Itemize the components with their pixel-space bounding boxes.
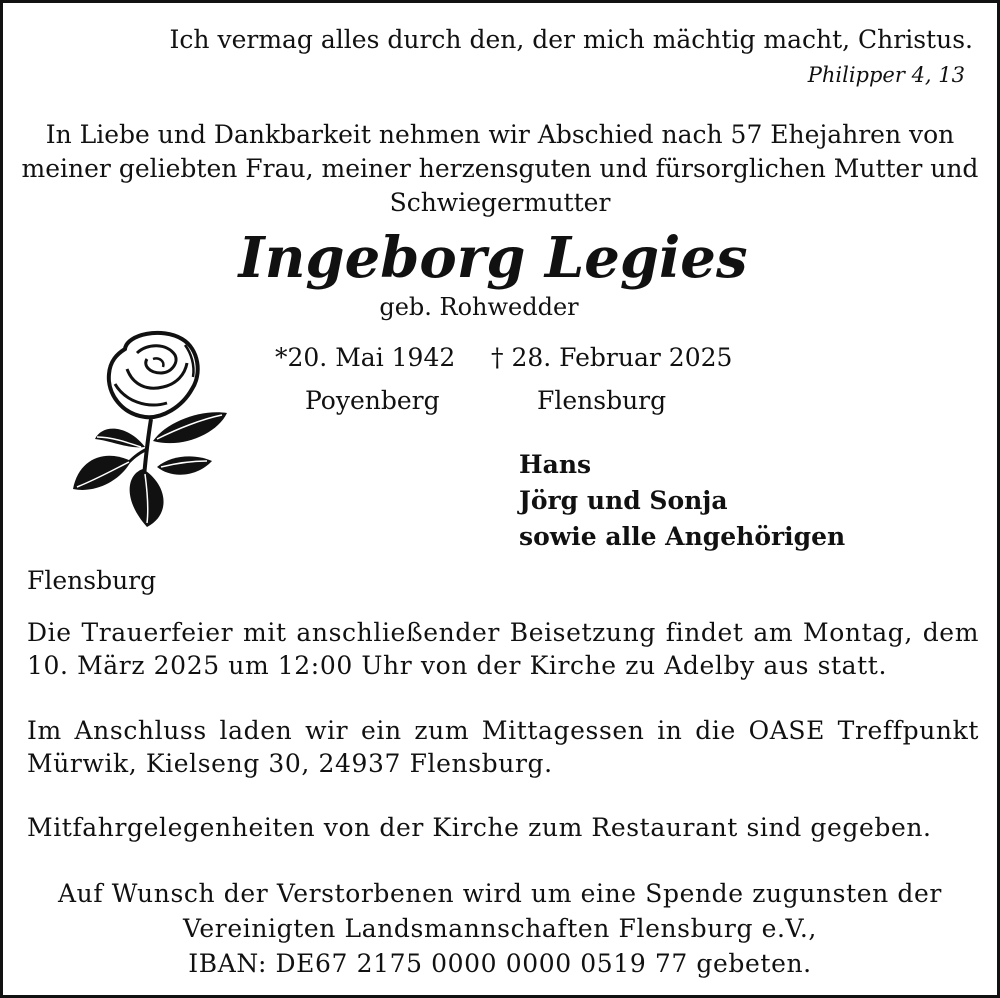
location: Flensburg — [27, 566, 157, 595]
mourner-name: sowie alle Angehörigen — [519, 522, 846, 551]
intro-line: meiner geliebten Frau, meiner herzensguten und fürsorglichen Mutter und — [21, 154, 979, 183]
donation-line: IBAN: DE67 2175 0000 0000 0519 77 gebeten. — [188, 949, 812, 978]
intro-line: Schwiegermutter — [389, 188, 611, 217]
rose-icon — [67, 329, 231, 529]
lunch-invitation-paragraph: Im Anschluss laden wir ein zum Mittagessen in die OASE Treffpunkt Mürwik, Kielseng 30, 24937 Flensburg. — [27, 716, 979, 778]
ride-share-paragraph: Mitfahrgelegenheiten von der Kirche zum Restaurant sind gegeben. — [27, 813, 932, 842]
death-date: † 28. Februar 2025 — [491, 343, 733, 372]
mourners-list — [519, 447, 845, 555]
bible-quote: Ich vermag alles durch den, der mich mächtig macht, Christus. — [169, 25, 973, 54]
donation-line: Auf Wunsch der Verstorbenen wird um eine Spende zugunsten der — [58, 879, 942, 908]
intro-text — [3, 118, 997, 220]
intro-line: In Liebe und Dankbarkeit nehmen wir Abschied nach 57 Ehejahren von — [45, 120, 955, 149]
death-place: Flensburg — [537, 386, 667, 415]
mourner-name: Hans — [519, 450, 592, 479]
funeral-service-paragraph: Die Trauerfeier mit anschließender Beisetzung findet am Montag, dem 10. März 2025 um 12:00 Uhr von der Kirche zu Adelby aus statt. — [27, 618, 979, 680]
birth-place: Poyenberg — [305, 386, 440, 415]
bible-verse-reference: Philipper 4, 13 — [807, 63, 965, 87]
mourner-name: Jörg und Sonja — [519, 486, 728, 515]
birth-date: *20. Mai 1942 — [275, 343, 456, 372]
donation-request — [3, 876, 997, 981]
deceased-name: Ingeborg Legies — [238, 225, 748, 291]
donation-line: Vereinigten Landsmannschaften Flensburg e.V., — [183, 914, 817, 943]
maiden-name: geb. Rohwedder — [379, 293, 579, 321]
